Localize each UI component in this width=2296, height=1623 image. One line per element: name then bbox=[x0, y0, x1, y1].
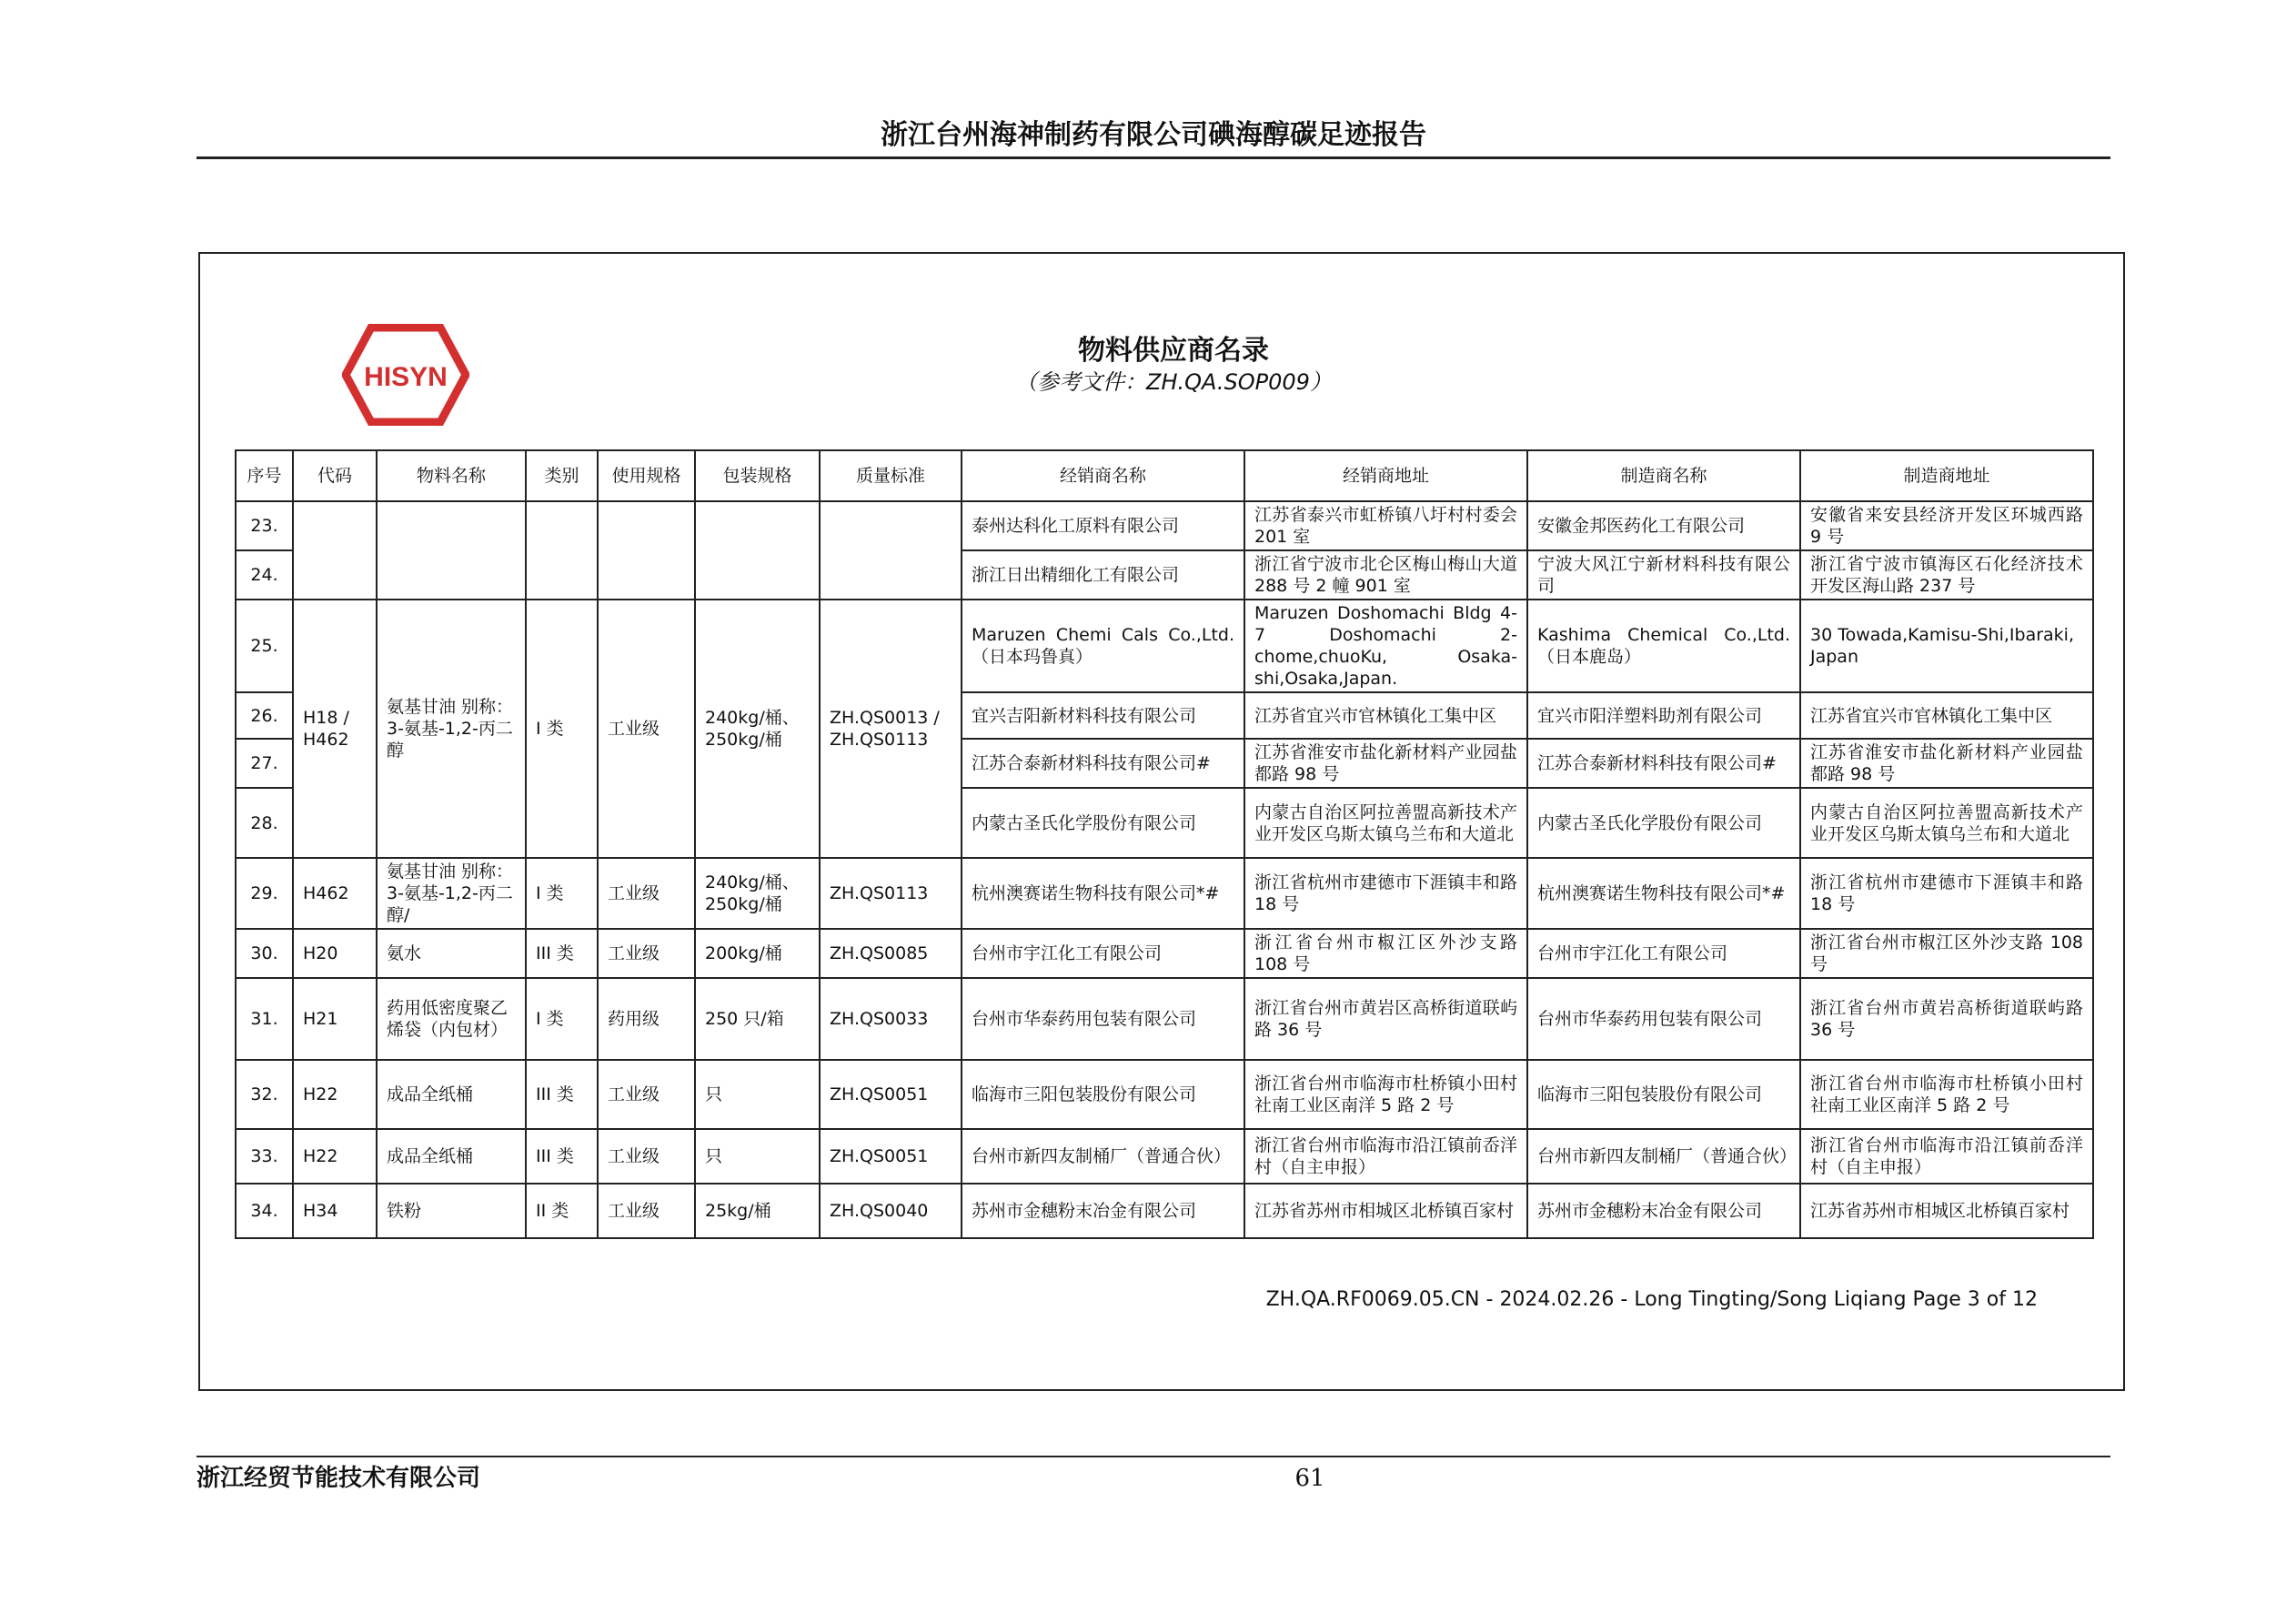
manufacturer-address: 浙江省台州市临海市沿江镇前岙洋村（自主申报） bbox=[1800, 1129, 2093, 1184]
header-cell: 质量标准 bbox=[820, 450, 962, 501]
manufacturer-name: 苏州市金穗粉末冶金有限公司 bbox=[1527, 1184, 1800, 1238]
distributor-name: 苏州市金穗粉末冶金有限公司 bbox=[962, 1184, 1244, 1238]
manufacturer-name: 宁波大风江宁新材料科技有限公司 bbox=[1527, 550, 1800, 600]
manufacturer-name: 杭州澳赛诺生物科技有限公司*# bbox=[1527, 858, 1800, 929]
manufacturer-name: 台州市宇江化工有限公司 bbox=[1527, 929, 1800, 978]
document-control-note: ZH.QA.RF0069.05.CN - 2024.02.26 - Long Tingting/Song Liqiang Page 3 of 12 bbox=[1265, 1288, 2038, 1311]
package-spec: 25kg/桶 bbox=[695, 1184, 820, 1238]
manufacturer-address: 浙江省台州市黄岩高桥街道联屿路 36 号 bbox=[1800, 978, 2093, 1060]
page-number: 61 bbox=[1294, 1465, 1325, 1492]
material-category: I 类 bbox=[526, 858, 598, 929]
row-number: 29. bbox=[236, 858, 293, 929]
distributor-address: 江苏省泰兴市虹桥镇八圩村村委会 201 室 bbox=[1244, 501, 1527, 550]
manufacturer-name: 内蒙古圣氏化学股份有限公司 bbox=[1527, 788, 1800, 858]
header-divider bbox=[196, 156, 2110, 159]
distributor-address: 江苏省苏州市相城区北桥镇百家村 bbox=[1244, 1184, 1527, 1238]
usage-grade: 工业级 bbox=[598, 1184, 695, 1238]
manufacturer-name: 江苏合泰新材料科技有限公司# bbox=[1527, 739, 1800, 788]
package-spec: 只 bbox=[695, 1060, 820, 1129]
manufacturer-address: 江苏省宜兴市官林镇化工集中区 bbox=[1800, 692, 2093, 739]
distributor-name: 台州市宇江化工有限公司 bbox=[962, 929, 1244, 978]
distributor-address: 浙江省台州市临海市杜桥镇小田村社南工业区南洋 5 路 2 号 bbox=[1244, 1060, 1527, 1129]
table-row bbox=[236, 501, 2093, 550]
document-reference: （参考文件：ZH.QA.SOP009） bbox=[1015, 369, 1332, 395]
manufacturer-address: 30 Towada,Kamisu-Shi,Ibaraki, Japan bbox=[1800, 600, 2093, 692]
material-code: H22 bbox=[293, 1129, 377, 1184]
material-code: H21 bbox=[293, 978, 377, 1060]
footer-divider bbox=[196, 1456, 2110, 1457]
quality-standard: ZH.QS0113 bbox=[820, 858, 962, 929]
usage-grade: 工业级 bbox=[598, 1129, 695, 1184]
usage-grade: 药用级 bbox=[598, 978, 695, 1060]
manufacturer-address: 浙江省台州市椒江区外沙支路 108 号 bbox=[1800, 929, 2093, 978]
package-spec: 200kg/桶 bbox=[695, 929, 820, 978]
header-cell: 制造商地址 bbox=[1800, 450, 2093, 501]
row-number: 33. bbox=[236, 1129, 293, 1184]
row-number: 24. bbox=[236, 550, 293, 600]
manufacturer-address: 江苏省淮安市盐化新材料产业园盐都路 98 号 bbox=[1800, 739, 2093, 788]
table-row bbox=[236, 1129, 2093, 1184]
manufacturer-name: 台州市华泰药用包装有限公司 bbox=[1527, 978, 1800, 1060]
row-number: 26. bbox=[236, 692, 293, 739]
header-cell: 包装规格 bbox=[695, 450, 820, 501]
row-number: 30. bbox=[236, 929, 293, 978]
package-spec: 只 bbox=[695, 1129, 820, 1184]
usage-grade: 工业级 bbox=[598, 929, 695, 978]
manufacturer-address: 江苏省苏州市相城区北桥镇百家村 bbox=[1800, 1184, 2093, 1238]
material-category: III 类 bbox=[526, 1129, 598, 1184]
manufacturer-name: 临海市三阳包装股份有限公司 bbox=[1527, 1060, 1800, 1129]
document-title: 物料供应商名录 bbox=[1078, 335, 1269, 367]
distributor-address: 江苏省淮安市盐化新材料产业园盐都路 98 号 bbox=[1244, 739, 1527, 788]
manufacturer-address: 内蒙古自治区阿拉善盟高新技术产业开发区乌斯太镇乌兰布和大道北 bbox=[1800, 788, 2093, 858]
material-name: 药用低密度聚乙烯袋（内包材） bbox=[377, 978, 526, 1060]
distributor-name: 台州市新四友制桶厂（普通合伙） bbox=[962, 1129, 1244, 1184]
distributor-address: 浙江省台州市椒江区外沙支路 108 号 bbox=[1244, 929, 1527, 978]
manufacturer-name: Kashima Chemical Co.,Ltd.（日本鹿岛） bbox=[1527, 600, 1800, 692]
distributor-address: 浙江省台州市黄岩区高桥街道联屿路 36 号 bbox=[1244, 978, 1527, 1060]
row-number: 32. bbox=[236, 1060, 293, 1129]
usage-grade: 工业级 bbox=[598, 600, 695, 858]
row-number: 31. bbox=[236, 978, 293, 1060]
package-spec: 250 只/箱 bbox=[695, 978, 820, 1060]
row-number: 27. bbox=[236, 739, 293, 788]
table-row bbox=[236, 1060, 2093, 1129]
empty-cell bbox=[377, 501, 526, 600]
empty-cell bbox=[598, 501, 695, 600]
table-row bbox=[236, 600, 2093, 692]
distributor-name: 内蒙古圣氏化学股份有限公司 bbox=[962, 788, 1244, 858]
empty-cell bbox=[526, 501, 598, 600]
distributor-address: 浙江省杭州市建德市下涯镇丰和路 18 号 bbox=[1244, 858, 1527, 929]
manufacturer-address: 安徽省来安县经济开发区环城西路 9 号 bbox=[1800, 501, 2093, 550]
material-category: III 类 bbox=[526, 1060, 598, 1129]
footer-company-name: 浙江经贸节能技术有限公司 bbox=[196, 1465, 481, 1492]
material-name: 成品全纸桶 bbox=[377, 1060, 526, 1129]
table-row bbox=[236, 1184, 2093, 1238]
material-code: H22 bbox=[293, 1060, 377, 1129]
header-cell: 代码 bbox=[293, 450, 377, 501]
row-number: 25. bbox=[236, 600, 293, 692]
distributor-name: 泰州达科化工原料有限公司 bbox=[962, 501, 1244, 550]
distributor-name: 临海市三阳包装股份有限公司 bbox=[962, 1060, 1244, 1129]
table-row bbox=[236, 978, 2093, 1060]
material-category: III 类 bbox=[526, 929, 598, 978]
material-code: H462 bbox=[293, 858, 377, 929]
supplier-table bbox=[235, 449, 2094, 1239]
material-code: H18 / H462 bbox=[293, 600, 377, 858]
distributor-name: 宜兴吉阳新材料科技有限公司 bbox=[962, 692, 1244, 739]
header-cell: 类别 bbox=[526, 450, 598, 501]
distributor-name: 台州市华泰药用包装有限公司 bbox=[962, 978, 1244, 1060]
distributor-name: Maruzen Chemi Cals Co.,Ltd.（日本玛鲁真） bbox=[962, 600, 1244, 692]
material-name: 氨水 bbox=[377, 929, 526, 978]
distributor-address: 浙江省台州市临海市沿江镇前岙洋村（自主申报） bbox=[1244, 1129, 1527, 1184]
distributor-address: 江苏省宜兴市官林镇化工集中区 bbox=[1244, 692, 1527, 739]
material-name: 氨基甘油 别称：3-氨基-1,2-丙二醇 bbox=[377, 600, 526, 858]
row-number: 23. bbox=[236, 501, 293, 550]
package-spec: 240kg/桶、250kg/桶 bbox=[695, 858, 820, 929]
material-category: I 类 bbox=[526, 600, 598, 858]
usage-grade: 工业级 bbox=[598, 858, 695, 929]
report-header-title: 浙江台州海神制药有限公司碘海醇碳足迹报告 bbox=[881, 119, 1426, 151]
hisyn-logo bbox=[342, 324, 469, 426]
package-spec: 240kg/桶、250kg/桶 bbox=[695, 600, 820, 858]
row-number: 28. bbox=[236, 788, 293, 858]
material-category: I 类 bbox=[526, 978, 598, 1060]
material-code: H34 bbox=[293, 1184, 377, 1238]
distributor-address: 浙江省宁波市北仑区梅山梅山大道 288 号 2 幢 901 室 bbox=[1244, 550, 1527, 600]
distributor-address: 内蒙古自治区阿拉善盟高新技术产业开发区乌斯太镇乌兰布和大道北 bbox=[1244, 788, 1527, 858]
header-cell: 使用规格 bbox=[598, 450, 695, 501]
material-name: 铁粉 bbox=[377, 1184, 526, 1238]
header-cell: 制造商名称 bbox=[1527, 450, 1800, 501]
distributor-name: 江苏合泰新材料科技有限公司# bbox=[962, 739, 1244, 788]
quality-standard: ZH.QS0013 / ZH.QS0113 bbox=[820, 600, 962, 858]
usage-grade: 工业级 bbox=[598, 1060, 695, 1129]
quality-standard: ZH.QS0085 bbox=[820, 929, 962, 978]
table-header-row bbox=[236, 450, 2093, 501]
header-cell: 物料名称 bbox=[377, 450, 526, 501]
material-name: 氨基甘油 别称：3-氨基-1,2-丙二醇/ bbox=[377, 858, 526, 929]
manufacturer-address: 浙江省杭州市建德市下涯镇丰和路 18 号 bbox=[1800, 858, 2093, 929]
quality-standard: ZH.QS0040 bbox=[820, 1184, 962, 1238]
header-cell: 经销商名称 bbox=[962, 450, 1244, 501]
manufacturer-name: 台州市新四友制桶厂（普通合伙） bbox=[1527, 1129, 1800, 1184]
empty-cell bbox=[293, 501, 377, 600]
header-cell: 经销商地址 bbox=[1244, 450, 1527, 501]
empty-cell bbox=[820, 501, 962, 600]
quality-standard: ZH.QS0051 bbox=[820, 1060, 962, 1129]
quality-standard: ZH.QS0033 bbox=[820, 978, 962, 1060]
distributor-name: 浙江日出精细化工有限公司 bbox=[962, 550, 1244, 600]
row-number: 34. bbox=[236, 1184, 293, 1238]
table-row bbox=[236, 929, 2093, 978]
table-row bbox=[236, 858, 2093, 929]
material-category: II 类 bbox=[526, 1184, 598, 1238]
header-cell: 序号 bbox=[236, 450, 293, 501]
logo-text: HISYN bbox=[364, 362, 448, 392]
distributor-name: 杭州澳赛诺生物科技有限公司*# bbox=[962, 858, 1244, 929]
manufacturer-address: 浙江省台州市临海市杜桥镇小田村社南工业区南洋 5 路 2 号 bbox=[1800, 1060, 2093, 1129]
manufacturer-name: 安徽金邦医药化工有限公司 bbox=[1527, 501, 1800, 550]
distributor-address: Maruzen Doshomachi Bldg 4-7 Doshomachi 2-chome,chuoKu, Osaka-shi,Osaka,Japan. bbox=[1244, 600, 1527, 692]
quality-standard: ZH.QS0051 bbox=[820, 1129, 962, 1184]
manufacturer-name: 宜兴市阳洋塑料助剂有限公司 bbox=[1527, 692, 1800, 739]
manufacturer-address: 浙江省宁波市镇海区石化经济技术开发区海山路 237 号 bbox=[1800, 550, 2093, 600]
empty-cell bbox=[695, 501, 820, 600]
material-name: 成品全纸桶 bbox=[377, 1129, 526, 1184]
material-code: H20 bbox=[293, 929, 377, 978]
